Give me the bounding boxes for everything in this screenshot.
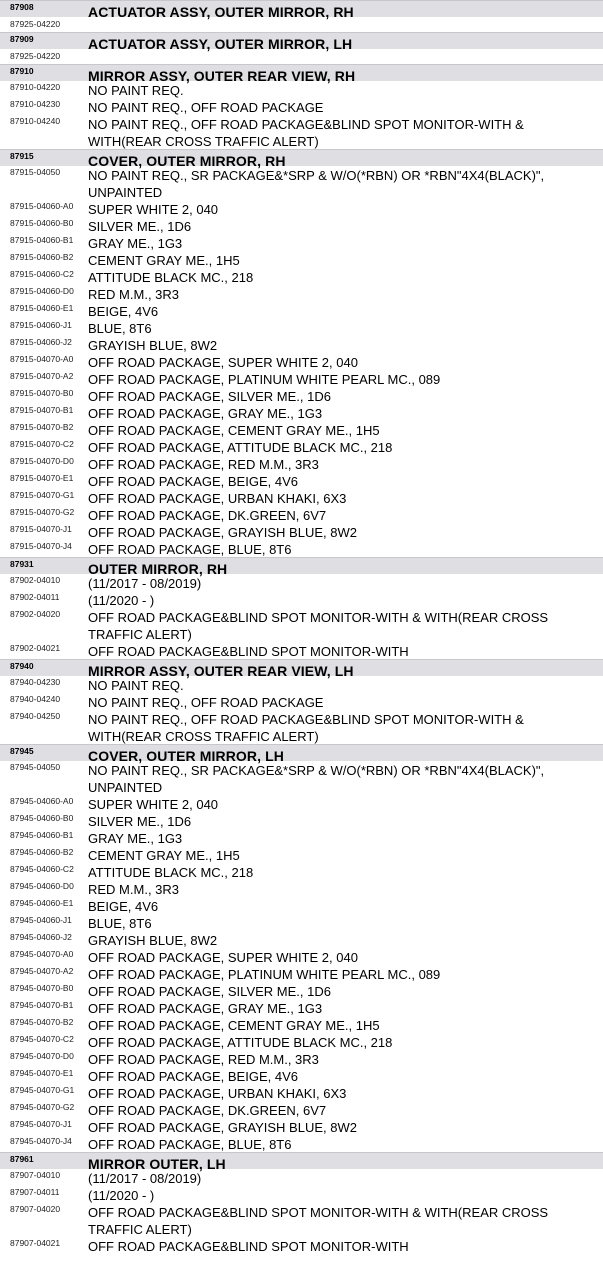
part-number: 87907-04010	[10, 1170, 61, 1180]
part-row[interactable]	[0, 999, 603, 1016]
part-row[interactable]	[0, 81, 603, 98]
part-number: 87915-04060-A0	[10, 201, 74, 211]
part-description: OFF ROAD PACKAGE, BLUE, 8T6	[88, 542, 292, 557]
part-row[interactable]	[0, 1203, 603, 1237]
part-description: OFF ROAD PACKAGE, URBAN KHAKI, 6X3	[88, 1086, 347, 1101]
part-number-row[interactable]	[0, 49, 603, 64]
part-description: OFF ROAD PACKAGE&BLIND SPOT MONITOR-WITH & WITH(REAR CROSS TRAFFIC ALERT)	[88, 610, 549, 642]
part-row[interactable]	[0, 251, 603, 268]
part-description: OFF ROAD PACKAGE&BLIND SPOT MONITOR-WITH & WITH(REAR CROSS TRAFFIC ALERT)	[88, 1205, 549, 1237]
part-number: 87945-04070-E1	[10, 1068, 74, 1078]
part-number: 87907-04020	[10, 1204, 61, 1214]
part-number: 87945-04070-C2	[10, 1034, 74, 1044]
part-row[interactable]	[0, 914, 603, 931]
part-description: OFF ROAD PACKAGE, SILVER ME., 1D6	[88, 389, 331, 404]
part-description: BEIGE, 4V6	[88, 899, 159, 914]
part-row[interactable]	[0, 489, 603, 506]
part-row[interactable]	[0, 846, 603, 863]
part-description: OFF ROAD PACKAGE, CEMENT GRAY ME., 1H5	[88, 1018, 380, 1033]
part-description: SILVER ME., 1D6	[88, 814, 192, 829]
part-description: OFF ROAD PACKAGE, BLUE, 8T6	[88, 1137, 292, 1152]
part-row[interactable]	[0, 336, 603, 353]
part-number: 87910-04220	[10, 82, 61, 92]
part-number: 87940-04230	[10, 677, 61, 687]
section-ref-code: 87909	[10, 34, 34, 44]
section-ref-code: 87961	[10, 1154, 34, 1164]
part-row[interactable]	[0, 472, 603, 489]
part-row[interactable]	[0, 200, 603, 217]
part-number: 87945-04060-A0	[10, 796, 74, 806]
part-number: 87945-04060-J1	[10, 915, 72, 925]
part-row[interactable]	[0, 574, 603, 591]
part-description: OFF ROAD PACKAGE, DK.GREEN, 6V7	[88, 508, 327, 523]
part-description: (11/2020 - )	[88, 593, 155, 608]
part-number: 87945-04070-D0	[10, 1051, 74, 1061]
part-row[interactable]	[0, 523, 603, 540]
part-description: RED M.M., 3R3	[88, 287, 180, 302]
part-description: (11/2017 - 08/2019)	[88, 1171, 202, 1186]
part-number: 87945-04060-C2	[10, 864, 74, 874]
part-number: 87945-04060-B1	[10, 830, 74, 840]
part-number: 87915-04070-C2	[10, 439, 74, 449]
part-number: 87915-04070-A0	[10, 354, 74, 364]
section-header-row	[0, 0, 603, 20]
part-row[interactable]	[0, 353, 603, 370]
section-ref-code: 87945	[10, 746, 34, 756]
part-number: 87915-04070-D0	[10, 456, 74, 466]
part-number: 87945-04070-J4	[10, 1136, 72, 1146]
part-description: NO PAINT REQ., OFF ROAD PACKAGE	[88, 100, 324, 115]
part-description: GRAY ME., 1G3	[88, 236, 183, 251]
part-number: 87915-04060-B2	[10, 252, 74, 262]
part-description: ATTITUDE BLACK MC., 218	[88, 270, 254, 285]
part-description: OFF ROAD PACKAGE, SUPER WHITE 2, 040	[88, 950, 358, 965]
part-number: 87915-04060-J2	[10, 337, 72, 347]
part-row[interactable]	[0, 591, 603, 608]
part-description: OFF ROAD PACKAGE, GRAY ME., 1G3	[88, 1001, 323, 1016]
part-row[interactable]	[0, 302, 603, 319]
part-row[interactable]	[0, 1050, 603, 1067]
part-row[interactable]	[0, 965, 603, 982]
part-number: 87940-04250	[10, 711, 61, 721]
part-number: 87945-04050	[10, 762, 61, 772]
part-row[interactable]	[0, 217, 603, 234]
part-description: GRAYISH BLUE, 8W2	[88, 933, 218, 948]
part-row[interactable]	[0, 268, 603, 285]
part-row[interactable]	[0, 1118, 603, 1135]
part-row[interactable]	[0, 608, 603, 642]
section-title: MIRROR OUTER, LH	[88, 1156, 226, 1172]
part-number: 87945-04070-A0	[10, 949, 74, 959]
part-row[interactable]	[0, 642, 603, 659]
part-row[interactable]	[0, 1033, 603, 1050]
part-description: RED M.M., 3R3	[88, 882, 180, 897]
part-row[interactable]	[0, 880, 603, 897]
part-row[interactable]	[0, 166, 603, 200]
part-row[interactable]	[0, 795, 603, 812]
section-ref-code: 87910	[10, 66, 34, 76]
part-description: OFF ROAD PACKAGE, PLATINUM WHITE PEARL MC., 089	[88, 967, 441, 982]
part-row[interactable]	[0, 982, 603, 999]
section-title: COVER, OUTER MIRROR, LH	[88, 748, 284, 764]
part-description: SUPER WHITE 2, 040	[88, 202, 219, 217]
part-number: 87940-04240	[10, 694, 61, 704]
part-description: OFF ROAD PACKAGE&BLIND SPOT MONITOR-WITH	[88, 1239, 409, 1254]
part-description: SILVER ME., 1D6	[88, 219, 192, 234]
part-row[interactable]	[0, 285, 603, 302]
part-description: OFF ROAD PACKAGE, DK.GREEN, 6V7	[88, 1103, 327, 1118]
part-description: OFF ROAD PACKAGE, CEMENT GRAY ME., 1H5	[88, 423, 380, 438]
section-ref-code: 87908	[10, 2, 34, 12]
part-number: 87907-04021	[10, 1238, 61, 1248]
part-description: BLUE, 8T6	[88, 916, 152, 931]
part-number: 87915-04060-J1	[10, 320, 72, 330]
part-row[interactable]	[0, 1186, 603, 1203]
part-number: 87925-04220	[10, 19, 61, 29]
part-row[interactable]	[0, 319, 603, 336]
part-number: 87910-04230	[10, 99, 61, 109]
part-row[interactable]	[0, 948, 603, 965]
part-row[interactable]	[0, 1101, 603, 1118]
part-row[interactable]	[0, 506, 603, 523]
part-number: 87925-04220	[10, 51, 61, 61]
part-description: OFF ROAD PACKAGE, GRAY ME., 1G3	[88, 406, 323, 421]
part-description: OFF ROAD PACKAGE, PLATINUM WHITE PEARL MC., 089	[88, 372, 441, 387]
part-description: OFF ROAD PACKAGE, SILVER ME., 1D6	[88, 984, 331, 999]
part-number: 87915-04070-B1	[10, 405, 74, 415]
section-title: COVER, OUTER MIRROR, RH	[88, 153, 286, 169]
part-number: 87902-04011	[10, 592, 60, 602]
part-description: OFF ROAD PACKAGE, ATTITUDE BLACK MC., 218	[88, 440, 393, 455]
part-description: GRAY ME., 1G3	[88, 831, 183, 846]
part-description: OFF ROAD PACKAGE, BEIGE, 4V6	[88, 1069, 298, 1084]
section-title: MIRROR ASSY, OUTER REAR VIEW, RH	[88, 68, 356, 84]
part-description: NO PAINT REQ.	[88, 678, 184, 693]
part-row[interactable]	[0, 693, 603, 710]
section-title: OUTER MIRROR, RH	[88, 561, 228, 577]
part-number: 87915-04070-J1	[10, 524, 72, 534]
part-number-row[interactable]	[0, 17, 603, 32]
part-number: 87915-04070-E1	[10, 473, 74, 483]
part-number: 87945-04070-B0	[10, 983, 74, 993]
part-description: (11/2017 - 08/2019)	[88, 576, 202, 591]
part-description: NO PAINT REQ., SR PACKAGE&*SRP & W/O(*RBN) OR *RBN"4X4(BLACK)", UNPAINTED	[88, 168, 545, 200]
part-row[interactable]	[0, 897, 603, 914]
part-number: 87945-04060-B0	[10, 813, 74, 823]
section-header-row	[0, 744, 603, 764]
part-row[interactable]	[0, 1016, 603, 1033]
part-description: OFF ROAD PACKAGE, ATTITUDE BLACK MC., 218	[88, 1035, 393, 1050]
section-title: ACTUATOR ASSY, OUTER MIRROR, LH	[88, 36, 353, 52]
part-description: OFF ROAD PACKAGE&BLIND SPOT MONITOR-WITH	[88, 644, 409, 659]
part-row[interactable]	[0, 931, 603, 948]
part-description: (11/2020 - )	[88, 1188, 155, 1203]
part-number: 87945-04070-A2	[10, 966, 74, 976]
section-ref-code: 87940	[10, 661, 34, 671]
section-header-row	[0, 659, 603, 679]
part-description: NO PAINT REQ.	[88, 83, 184, 98]
part-row[interactable]	[0, 404, 603, 421]
part-description: OFF ROAD PACKAGE, RED M.M., 3R3	[88, 1052, 319, 1067]
part-number: 87910-04240	[10, 116, 61, 126]
part-description: NO PAINT REQ., OFF ROAD PACKAGE&BLIND SPOT MONITOR-WITH & WITH(REAR CROSS TRAFFIC ALERT)	[88, 712, 524, 744]
part-description: OFF ROAD PACKAGE, RED M.M., 3R3	[88, 457, 319, 472]
part-row[interactable]	[0, 387, 603, 404]
section-header-row	[0, 64, 603, 84]
part-row[interactable]	[0, 540, 603, 557]
part-number: 87902-04021	[10, 643, 61, 653]
part-description: NO PAINT REQ., SR PACKAGE&*SRP & W/O(*RBN) OR *RBN"4X4(BLACK)", UNPAINTED	[88, 763, 545, 795]
part-description: OFF ROAD PACKAGE, SUPER WHITE 2, 040	[88, 355, 358, 370]
part-number: 87915-04070-A2	[10, 371, 74, 381]
part-description: OFF ROAD PACKAGE, GRAYISH BLUE, 8W2	[88, 525, 357, 540]
part-description: BLUE, 8T6	[88, 321, 152, 336]
part-number: 87945-04070-B2	[10, 1017, 74, 1027]
section-title: MIRROR ASSY, OUTER REAR VIEW, LH	[88, 663, 354, 679]
part-description: CEMENT GRAY ME., 1H5	[88, 253, 240, 268]
part-row[interactable]	[0, 812, 603, 829]
part-number: 87915-04070-G1	[10, 490, 75, 500]
part-number: 87945-04070-B1	[10, 1000, 74, 1010]
part-description: GRAYISH BLUE, 8W2	[88, 338, 218, 353]
section-header-row	[0, 557, 603, 577]
part-number: 87915-04070-J4	[10, 541, 72, 551]
part-description: NO PAINT REQ., OFF ROAD PACKAGE	[88, 695, 324, 710]
part-row[interactable]	[0, 234, 603, 251]
part-row[interactable]	[0, 455, 603, 472]
part-description: OFF ROAD PACKAGE, BEIGE, 4V6	[88, 474, 298, 489]
part-row[interactable]	[0, 370, 603, 387]
part-description: SUPER WHITE 2, 040	[88, 797, 219, 812]
part-description: NO PAINT REQ., OFF ROAD PACKAGE&BLIND SPOT MONITOR-WITH & WITH(REAR CROSS TRAFFIC ALERT)	[88, 117, 524, 149]
part-number: 87945-04070-G1	[10, 1085, 75, 1095]
section-ref-code: 87915	[10, 151, 34, 161]
part-number: 87902-04010	[10, 575, 61, 585]
part-number: 87907-04011	[10, 1187, 60, 1197]
part-row[interactable]	[0, 829, 603, 846]
part-description: BEIGE, 4V6	[88, 304, 159, 319]
section-header-row	[0, 1152, 603, 1172]
part-number: 87945-04070-J1	[10, 1119, 72, 1129]
part-number: 87915-04060-D0	[10, 286, 74, 296]
part-row[interactable]	[0, 1084, 603, 1101]
part-number: 87915-04050	[10, 167, 61, 177]
part-row[interactable]	[0, 863, 603, 880]
part-row[interactable]	[0, 438, 603, 455]
part-number: 87945-04060-B2	[10, 847, 74, 857]
part-number: 87915-04070-G2	[10, 507, 75, 517]
part-number: 87945-04060-E1	[10, 898, 74, 908]
part-number: 87945-04070-G2	[10, 1102, 75, 1112]
part-row[interactable]	[0, 115, 603, 149]
part-number: 87902-04020	[10, 609, 61, 619]
part-row[interactable]	[0, 761, 603, 795]
part-row[interactable]	[0, 1135, 603, 1152]
part-number: 87945-04060-J2	[10, 932, 72, 942]
part-number: 87945-04060-D0	[10, 881, 74, 891]
part-row[interactable]	[0, 1067, 603, 1084]
part-number: 87915-04060-B1	[10, 235, 74, 245]
part-row[interactable]	[0, 1169, 603, 1186]
part-description: CEMENT GRAY ME., 1H5	[88, 848, 240, 863]
section-header-row	[0, 32, 603, 52]
section-header-row	[0, 149, 603, 169]
part-number: 87915-04060-B0	[10, 218, 74, 228]
part-description: ATTITUDE BLACK MC., 218	[88, 865, 254, 880]
part-number: 87915-04060-C2	[10, 269, 74, 279]
part-row[interactable]	[0, 421, 603, 438]
part-row[interactable]	[0, 98, 603, 115]
section-title: ACTUATOR ASSY, OUTER MIRROR, RH	[88, 4, 354, 20]
part-row[interactable]	[0, 1237, 603, 1254]
part-description: OFF ROAD PACKAGE, URBAN KHAKI, 6X3	[88, 491, 347, 506]
part-row[interactable]	[0, 676, 603, 693]
section-ref-code: 87931	[10, 559, 34, 569]
part-number: 87915-04070-B0	[10, 388, 74, 398]
part-description: OFF ROAD PACKAGE, GRAYISH BLUE, 8W2	[88, 1120, 357, 1135]
part-number: 87915-04060-E1	[10, 303, 74, 313]
part-number: 87915-04070-B2	[10, 422, 74, 432]
part-row[interactable]	[0, 710, 603, 744]
